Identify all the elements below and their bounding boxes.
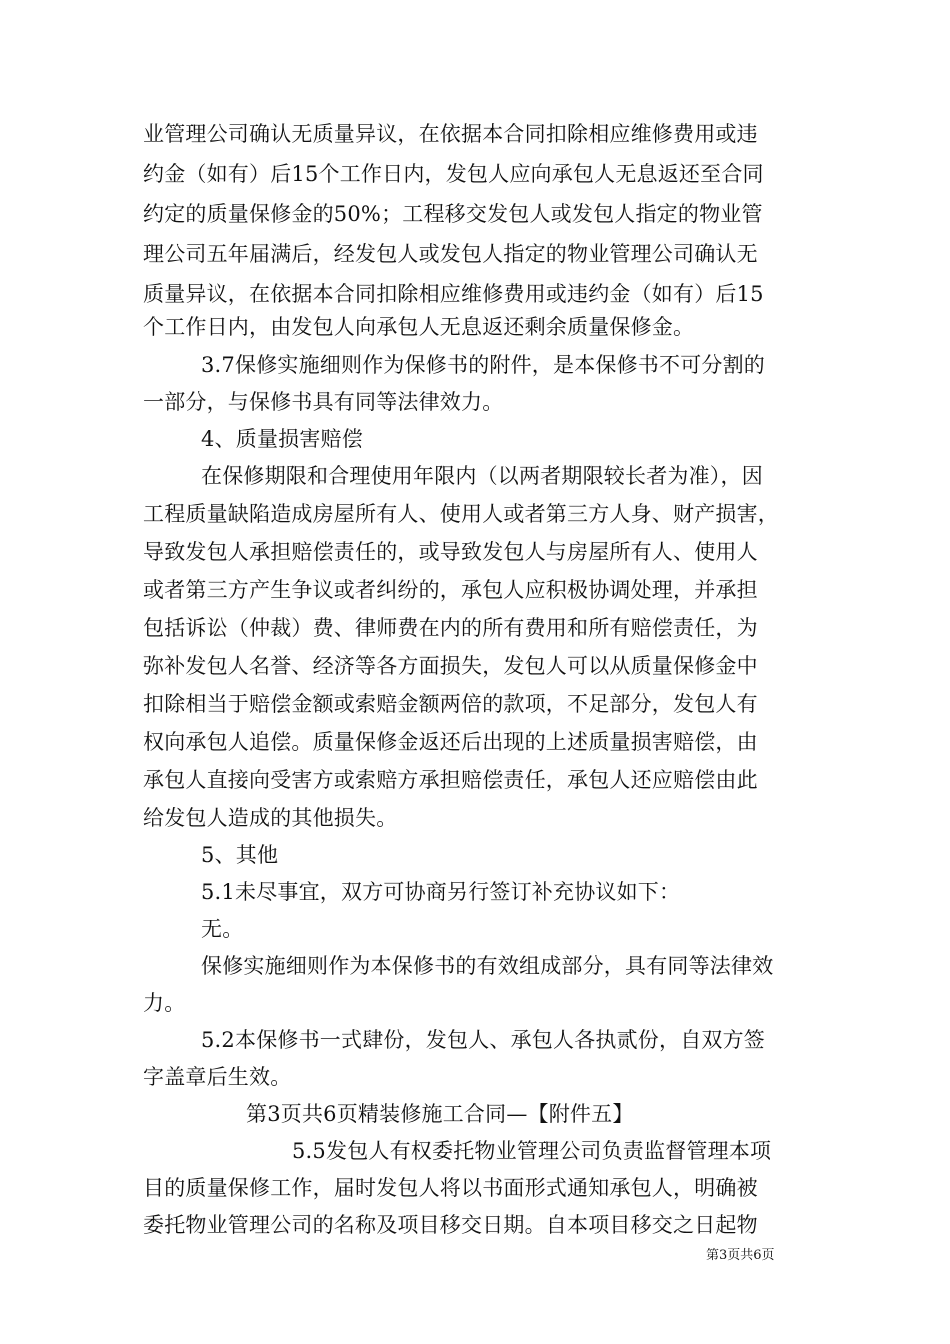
inline-page-marker: 第3页共6页精装修施工合同—【附件五】 [246, 1102, 634, 1126]
section-heading: 4、质量损害赔偿 [201, 427, 363, 451]
text-line: 承包人直接向受害方或索赔方承担赔偿责任，承包人还应赔偿由此 [143, 768, 758, 792]
text-line: 质量异议，在依据本合同扣除相应维修费用或违约金（如有）后15 [143, 282, 764, 306]
section-heading: 5、其他 [201, 843, 279, 867]
text-line: 包括诉讼（仲裁）费、律师费在内的所有费用和所有赔偿责任，为 [143, 616, 758, 640]
text-line: 业管理公司确认无质量异议，在依据本合同扣除相应维修费用或违 [143, 122, 758, 146]
text-line: 保修实施细则作为本保修书的有效组成部分，具有同等法律效 [201, 954, 774, 978]
text-line: 5.2本保修书一式肆份，发包人、承包人各执贰份，自双方签 [201, 1028, 765, 1052]
text-line: 弥补发包人名誉、经济等各方面损失，发包人可以从质量保修金中 [143, 654, 758, 678]
page-footer: 第3页共6页 [706, 1248, 775, 1263]
text-line: 权向承包人追偿。质量保修金返还后出现的上述质量损害赔偿，由 [143, 730, 758, 754]
text-line: 5.1未尽事宜，双方可协商另行签订补充协议如下： [201, 880, 681, 904]
text-line: 一部分，与保修书具有同等法律效力。 [143, 390, 504, 414]
text-line: 无。 [201, 917, 244, 941]
text-line: 目的质量保修工作，届时发包人将以书面形式通知承包人，明确被 [143, 1176, 758, 1200]
text-line: 在保修期限和合理使用年限内（以两者期限较长者为准），因 [201, 464, 763, 488]
text-line: 字盖章后生效。 [143, 1065, 292, 1089]
text-line: 理公司五年届满后，经发包人或发包人指定的物业管理公司确认无 [143, 242, 758, 266]
text-line: 导致发包人承担赔偿责任的，或导致发包人与房屋所有人、使用人 [143, 540, 758, 564]
text-line: 给发包人造成的其他损失。 [143, 806, 398, 830]
text-line: 工程质量缺陷造成房屋所有人、使用人或者第三方人身、财产损害， [143, 502, 779, 526]
text-line: 个工作日内，由发包人向承包人无息返还剩余质量保修金。 [143, 315, 695, 339]
text-line: 扣除相当于赔偿金额或索赔金额两倍的款项，不足部分，发包人有 [143, 692, 758, 716]
text-line: 约定的质量保修金的50%；工程移交发包人或发包人指定的物业管 [143, 202, 763, 226]
text-line: 5.5发包人有权委托物业管理公司负责监督管理本项 [292, 1139, 772, 1163]
text-line: 力。 [143, 991, 186, 1015]
text-line: 委托物业管理公司的名称及项目移交日期。自本项目移交之日起物 [143, 1213, 758, 1237]
text-line: 3.7保修实施细则作为保修书的附件，是本保修书不可分割的 [201, 353, 765, 377]
text-line: 约金（如有）后15个工作日内，发包人应向承包人无息返还至合同 [143, 162, 764, 186]
text-line: 或者第三方产生争议或者纠纷的，承包人应积极协调处理，并承担 [143, 578, 758, 602]
